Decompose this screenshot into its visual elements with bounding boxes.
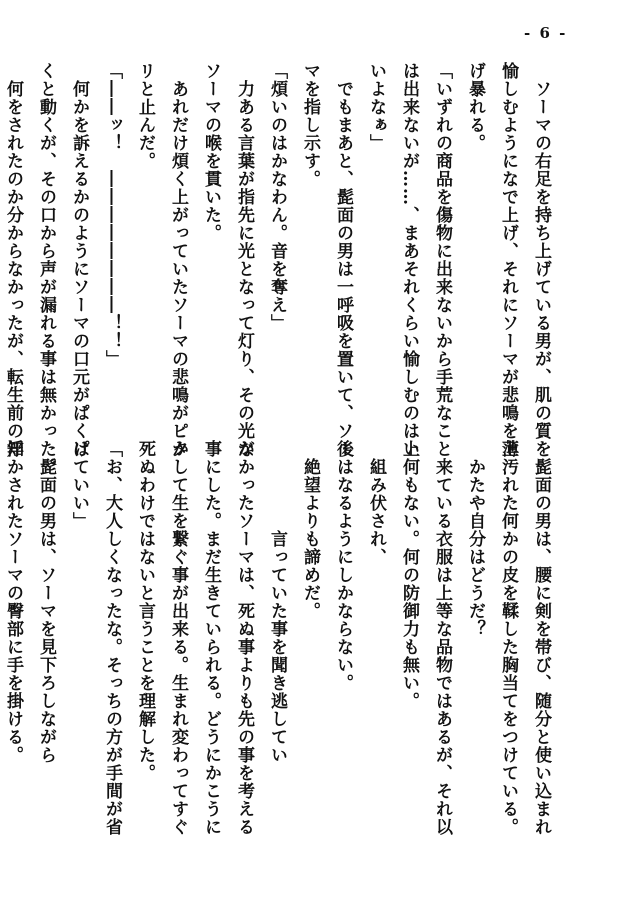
text-line: 上何もない。何の防御力も無い。	[399, 440, 419, 710]
text-line: 力ある言葉が指先に光となって灯り、その光が	[234, 62, 254, 458]
text-line: でもまあと、髭面の男は一呼吸を置いて、ソー	[333, 62, 353, 458]
text-line: 言っていた事を聞き逃してい	[267, 440, 287, 764]
text-line: マを指し示す。	[300, 62, 320, 188]
text-line: 事にした。まだ生きていられる。どうにかこうに	[201, 440, 221, 836]
text-line: 絶望よりも諦めだ。	[300, 440, 320, 620]
text-line: 何をされたのか分からなかったが、転生前の知	[3, 62, 23, 458]
text-line: 薄汚れた何かの皮を鞣した胸当てをつけている。	[498, 440, 518, 836]
text-line: くと動くが、その口から声が漏れる事は無かった。	[36, 62, 56, 476]
lower-text-block	[0, 440, 557, 836]
page-number: - 6 -	[524, 24, 568, 42]
text-line: 組み伏され、	[366, 440, 386, 630]
text-line: なかったソーマは、死ぬ事よりも先の事を考える	[234, 440, 254, 836]
text-line: は出来ないが……、まあそれくらい愉しむのはい	[399, 62, 419, 458]
text-line: ソーマの喉を貫いた。	[201, 62, 221, 242]
text-line: 髭面の男は、ソーマを見下ろしながら	[36, 440, 56, 764]
text-line: 「いずれの商品を傷物に出来ないから手荒なこと	[432, 62, 452, 458]
text-line: あれだけ煩く上がっていたソーマの悲鳴がピタ	[168, 62, 188, 458]
text-line: 死ぬわけではないと言うことを理解した。	[135, 440, 155, 782]
text-line: 何かを訴えるかのようにソーマの口元がぱくぱ	[69, 62, 89, 458]
text-line: ソーマの右足を持ち上げている男が、肌の質を	[531, 62, 551, 458]
text-line: 愉しむようになで上げ、それにソーマが悲鳴を上	[498, 62, 518, 458]
text-line: 髭面の男は、腰に剣を帯び、随分と使い込まれ	[531, 440, 551, 836]
text-line: 浮かされたソーマの臀部に手を掛ける。	[3, 440, 23, 764]
text-line: 「お、大人しくなったな。そっちの方が手間が省	[102, 440, 122, 836]
text-line: リと止んだ。	[135, 62, 155, 170]
text-line: 「――ッ！ ――――――――！！」	[102, 62, 122, 368]
text-line: 「煩いのはかなわん。音を奪え」	[267, 62, 287, 332]
text-line: げ暴れる。	[465, 62, 485, 152]
text-line: 後はなるようにしかならない。	[333, 440, 353, 692]
text-line: かして生を繋ぐ事が出来る。生まれ変わってすぐ	[168, 440, 188, 836]
text-line: かたや自分はどうだ？	[465, 440, 485, 638]
upper-text-block	[0, 62, 557, 476]
text-line: 来ている衣服は上等な品物ではあるが、それ以	[432, 440, 452, 836]
text-line: けていい」	[69, 440, 89, 530]
text-line: いよなぁ」	[366, 62, 386, 152]
